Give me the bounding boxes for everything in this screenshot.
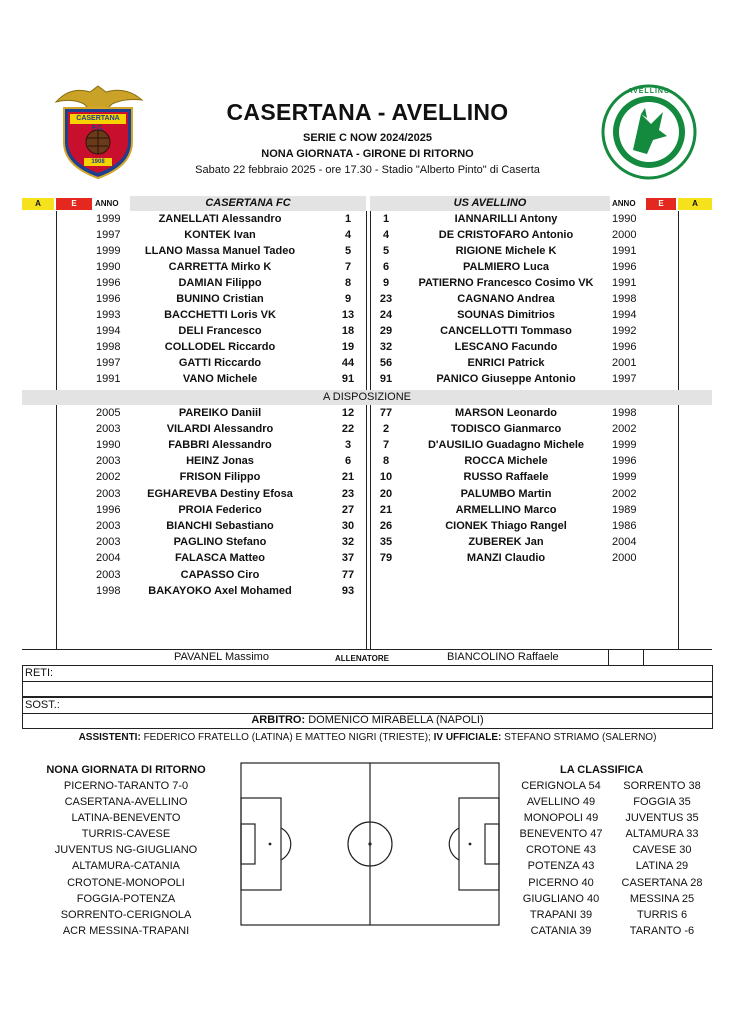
player-year: 1996 xyxy=(96,504,121,516)
player-name: SOUNAS Dimitrios xyxy=(457,309,555,321)
player-name: FALASCA Matteo xyxy=(174,552,266,564)
player-name: CARRETTA Mirko K xyxy=(168,261,272,273)
fixture-item: FOGGIA-POTENZA xyxy=(76,892,176,905)
player-row-home xyxy=(96,324,120,338)
casertana-logo-year: 1908 xyxy=(91,159,105,165)
player-year: 1998 xyxy=(612,293,637,305)
standing-item: TURRIS 6 xyxy=(636,908,688,921)
player-year: 1992 xyxy=(612,325,637,337)
player-year: 1997 xyxy=(96,357,121,369)
player-number: 8 xyxy=(344,277,352,289)
fixture-item: SORRENTO-CERIGNOLA xyxy=(60,908,192,921)
player-year: 2005 xyxy=(96,407,121,419)
player-name: CAGNANO Andrea xyxy=(457,293,555,305)
player-name: VANO Michele xyxy=(182,373,258,385)
player-name: CAPASSO Ciro xyxy=(180,569,260,581)
player-number: 4 xyxy=(344,229,352,241)
player-number: 77 xyxy=(379,407,393,419)
player-name: MANZI Claudio xyxy=(466,552,546,564)
referee-label: ARBITRO: xyxy=(251,714,306,726)
fourth-official-label: IV UFFICIALE: xyxy=(433,732,502,743)
player-row-home xyxy=(96,292,120,306)
player-year: 1999 xyxy=(96,245,121,257)
player-year: 1990 xyxy=(96,261,121,273)
player-number: 20 xyxy=(379,488,393,500)
player-row-home xyxy=(96,372,120,386)
fixture-item: LATINA-BENEVENTO xyxy=(71,812,181,825)
player-name: PATIERNO Francesco Cosimo VK xyxy=(418,277,594,289)
fixtures-title: NONA GIORNATA DI RITORNO xyxy=(46,764,206,776)
player-name: MARSON Leonardo xyxy=(454,407,558,419)
column-divider xyxy=(366,211,367,649)
player-row-home xyxy=(96,276,120,290)
player-year: 1991 xyxy=(96,373,121,385)
player-year: 2000 xyxy=(612,552,637,564)
player-name: ZANELLATI Alessandro xyxy=(158,213,282,225)
ammonizioni-tag-home: A xyxy=(22,198,54,210)
assistants-label: ASSISTENTI: xyxy=(78,732,141,743)
standing-item: CATANIA 39 xyxy=(530,924,592,937)
fixture-item: TURRIS-CAVESE xyxy=(81,828,171,841)
player-number: 32 xyxy=(341,536,355,548)
player-name: EGHAREVBA Destiny Efosa xyxy=(147,488,293,500)
player-name: BACCHETTI Loris VK xyxy=(164,309,276,321)
player-number: 12 xyxy=(341,407,355,419)
player-number: 22 xyxy=(341,423,355,435)
player-number: 35 xyxy=(379,536,393,548)
player-year: 2003 xyxy=(96,455,121,467)
anno-label-away: ANNO xyxy=(612,199,636,208)
player-year: 1998 xyxy=(96,585,121,597)
player-year: 1998 xyxy=(96,341,121,353)
player-number: 79 xyxy=(379,552,393,564)
player-number: 9 xyxy=(382,277,390,289)
player-number: 1 xyxy=(382,213,390,225)
standing-item: CAVESE 30 xyxy=(632,844,692,857)
fourth-official-name: STEFANO STRIAMO (SALERNO) xyxy=(504,732,657,743)
standing-item: TARANTO -6 xyxy=(629,924,695,937)
round-label: NONA GIORNATA - GIRONE DI RITORNO xyxy=(261,148,474,160)
player-number: 8 xyxy=(382,455,390,467)
fixture-item: CROTONE-MONOPOLI xyxy=(67,876,185,889)
player-number: 26 xyxy=(379,520,393,532)
standing-item: FOGGIA 35 xyxy=(633,796,691,809)
player-year: 2003 xyxy=(96,488,121,500)
fixtures-list xyxy=(40,778,212,939)
player-name: GATTI Riccardo xyxy=(178,357,262,369)
standings-left-column xyxy=(510,778,612,939)
player-name: ROCCA Michele xyxy=(464,455,548,467)
fixture-item: ALTAMURA-CATANIA xyxy=(72,860,180,873)
player-name: KONTEK Ivan xyxy=(184,229,256,241)
player-row-home xyxy=(96,356,120,370)
player-row-home xyxy=(96,212,120,226)
player-year: 2003 xyxy=(96,423,121,435)
standing-item: ALTAMURA 33 xyxy=(625,828,699,841)
player-number: 5 xyxy=(344,245,352,257)
home-team-header: CASERTANA FC xyxy=(130,196,366,211)
column-divider xyxy=(56,211,57,649)
player-name: FABBRI Alessandro xyxy=(168,439,272,451)
player-name: PAREIKO Daniil xyxy=(178,407,262,419)
player-number: 18 xyxy=(341,325,355,337)
standing-item: CASERTANA 28 xyxy=(621,876,703,889)
player-year: 2003 xyxy=(96,536,121,548)
competition-label: SERIE C NOW 2024/2025 xyxy=(302,132,432,144)
substitutions-label: SOST.: xyxy=(25,699,60,711)
player-name: ARMELLINO Marco xyxy=(455,504,557,516)
player-name: CANCELLOTTI Tommaso xyxy=(440,325,572,337)
player-year: 1997 xyxy=(96,229,121,241)
player-year: 2004 xyxy=(612,536,637,548)
player-name: PALUMBO Martin xyxy=(460,488,552,500)
player-number: 3 xyxy=(344,439,352,451)
player-number: 24 xyxy=(379,309,393,321)
player-row-home xyxy=(96,260,120,274)
player-year: 2001 xyxy=(612,357,637,369)
standing-item: MONOPOLI 49 xyxy=(523,812,599,825)
standings-right-column xyxy=(612,778,712,939)
referee-line xyxy=(0,714,735,726)
player-number: 2 xyxy=(382,423,390,435)
player-year: 1990 xyxy=(96,439,121,451)
player-year: 1993 xyxy=(96,309,121,321)
player-number: 7 xyxy=(382,439,390,451)
player-number: 44 xyxy=(341,357,355,369)
player-name: RUSSO Raffaele xyxy=(463,471,549,483)
player-name: PANICO Giuseppe Antonio xyxy=(436,373,576,385)
player-year: 2002 xyxy=(612,423,637,435)
player-number: 7 xyxy=(344,261,352,273)
avellino-logo-text: AVELLINO xyxy=(627,88,671,95)
standing-item: BENEVENTO 47 xyxy=(519,828,603,841)
player-name: PAGLINO Stefano xyxy=(173,536,267,548)
column-divider xyxy=(370,211,371,649)
player-number: 23 xyxy=(379,293,393,305)
coach-label: ALLENATORE xyxy=(335,654,389,663)
standing-item: PICERNO 40 xyxy=(528,876,594,889)
player-year: 1999 xyxy=(96,213,121,225)
player-year: 1996 xyxy=(96,277,121,289)
player-year: 1999 xyxy=(612,471,637,483)
player-name: HEINZ Jonas xyxy=(186,455,254,467)
referee-name: DOMENICO MIRABELLA (NAPOLI) xyxy=(308,714,484,726)
player-number: 5 xyxy=(382,245,390,257)
player-name: PALMIERO Luca xyxy=(463,261,549,273)
standing-item: JUVENTUS 35 xyxy=(625,812,699,825)
player-number: 6 xyxy=(382,261,390,273)
standing-item: LATINA 29 xyxy=(635,860,689,873)
player-number: 9 xyxy=(344,293,352,305)
fixture-item: ACR MESSINA-TRAPANI xyxy=(62,924,190,937)
player-number: 56 xyxy=(379,357,393,369)
casertana-logo-text: CASERTANA F.C. xyxy=(76,115,120,132)
player-row-home xyxy=(96,228,120,242)
player-year: 2002 xyxy=(96,471,121,483)
player-number: 29 xyxy=(379,325,393,337)
standing-item: SORRENTO 38 xyxy=(623,780,701,792)
player-name: ZUBEREK Jan xyxy=(468,536,544,548)
ammonizioni-tag-away: A xyxy=(678,198,712,210)
player-row-home xyxy=(96,308,120,322)
divider xyxy=(22,681,713,682)
player-number: 93 xyxy=(341,585,355,597)
player-number: 4 xyxy=(382,229,390,241)
player-year: 1997 xyxy=(612,373,637,385)
player-year: 1999 xyxy=(612,439,637,451)
anno-label-home: ANNO xyxy=(95,199,119,208)
player-name: ENRICI Patrick xyxy=(467,357,545,369)
player-number: 10 xyxy=(379,471,393,483)
page-title: CASERTANA - AVELLINO xyxy=(226,99,509,125)
player-name: TODISCO Gianmarco xyxy=(450,423,562,435)
player-number: 27 xyxy=(341,504,355,516)
player-number: 91 xyxy=(379,373,393,385)
standing-item: CERIGNOLA 54 xyxy=(521,780,601,792)
player-number: 1 xyxy=(344,213,352,225)
match-info: Sabato 22 febbraio 2025 - ore 17.30 - Stadio "Alberto Pinto" di Caserta xyxy=(195,164,540,176)
standings-title: LA CLASSIFICA xyxy=(560,764,644,776)
player-name: BUNINO Cristian xyxy=(176,293,264,305)
player-name: LLANO Massa Manuel Tadeo xyxy=(144,245,296,257)
player-year: 1996 xyxy=(612,455,637,467)
player-number: 23 xyxy=(341,488,355,500)
player-year: 1994 xyxy=(96,325,121,337)
player-number: 37 xyxy=(341,552,355,564)
player-year: 2002 xyxy=(612,488,637,500)
column-divider xyxy=(678,211,679,649)
player-number: 32 xyxy=(379,341,393,353)
player-year: 2003 xyxy=(96,569,121,581)
player-year: 1994 xyxy=(612,309,637,321)
player-year: 1986 xyxy=(612,520,637,532)
player-name: D'AUSILIO Guadagno Michele xyxy=(427,439,585,451)
player-row-home xyxy=(96,244,120,258)
player-name: VILARDI Alessandro xyxy=(166,423,274,435)
standing-item: TRAPANI 39 xyxy=(529,908,593,921)
player-name: DELI Francesco xyxy=(178,325,262,337)
goals-label: RETI: xyxy=(25,667,54,679)
standing-item: GIUGLIANO 40 xyxy=(522,892,600,905)
standing-item: MESSINA 25 xyxy=(629,892,695,905)
player-number: 21 xyxy=(341,471,355,483)
player-number: 6 xyxy=(344,455,352,467)
player-number: 77 xyxy=(341,569,355,581)
bench-header: A DISPOSIZIONE xyxy=(22,390,712,405)
column-divider xyxy=(608,649,609,665)
player-name: DAMIAN Filippo xyxy=(178,277,262,289)
player-year: 1996 xyxy=(612,341,637,353)
player-year: 1991 xyxy=(612,245,637,257)
player-row-home xyxy=(96,340,120,354)
player-number: 13 xyxy=(341,309,355,321)
away-coach: BIANCOLINO Raffaele xyxy=(447,651,559,663)
player-name: PROIA Federico xyxy=(178,504,262,516)
standing-item: POTENZA 43 xyxy=(527,860,595,873)
player-number: 30 xyxy=(341,520,355,532)
player-number: 19 xyxy=(341,341,355,353)
standing-item: AVELLINO 49 xyxy=(526,796,596,809)
espulsioni-tag-home: E xyxy=(56,198,92,210)
player-name: CIONEK Thiago Rangel xyxy=(445,520,567,532)
home-coach: PAVANEL Massimo xyxy=(174,651,269,663)
assistants-names: FEDERICO FRATELLO (LATINA) E MATTEO NIGRI (TRIESTE); xyxy=(143,732,431,743)
assistants-line xyxy=(0,732,735,743)
espulsioni-tag-away: E xyxy=(646,198,676,210)
player-year: 1990 xyxy=(612,213,637,225)
player-year: 1991 xyxy=(612,277,637,289)
player-number: 21 xyxy=(379,504,393,516)
player-name: IANNARILLI Antony xyxy=(454,213,558,225)
fixture-item: CASERTANA-AVELLINO xyxy=(64,796,188,809)
fixture-item: PICERNO-TARANTO 7-0 xyxy=(63,780,189,792)
fixture-item: JUVENTUS NG-GIUGLIANO xyxy=(54,844,198,857)
player-year: 1998 xyxy=(612,407,637,419)
football-pitch-diagram xyxy=(240,762,500,926)
player-name: BAKAYOKO Axel Mohamed xyxy=(148,585,292,597)
player-year: 1996 xyxy=(96,293,121,305)
player-number: 91 xyxy=(341,373,355,385)
column-divider xyxy=(643,649,644,665)
player-year: 2004 xyxy=(96,552,121,564)
player-name: COLLODEL Riccardo xyxy=(164,341,276,353)
player-name: DE CRISTOFARO Antonio xyxy=(438,229,574,241)
player-year: 1989 xyxy=(612,504,637,516)
player-name: RIGIONE Michele K xyxy=(455,245,557,257)
player-name: FRISON Filippo xyxy=(179,471,261,483)
standing-item: CROTONE 43 xyxy=(525,844,597,857)
player-name: BIANCHI Sebastiano xyxy=(166,520,274,532)
player-name: LESCANO Facundo xyxy=(454,341,558,353)
away-team-header: US AVELLINO xyxy=(370,196,610,211)
player-year: 1996 xyxy=(612,261,637,273)
player-year: 2000 xyxy=(612,229,637,241)
player-year: 2003 xyxy=(96,520,121,532)
